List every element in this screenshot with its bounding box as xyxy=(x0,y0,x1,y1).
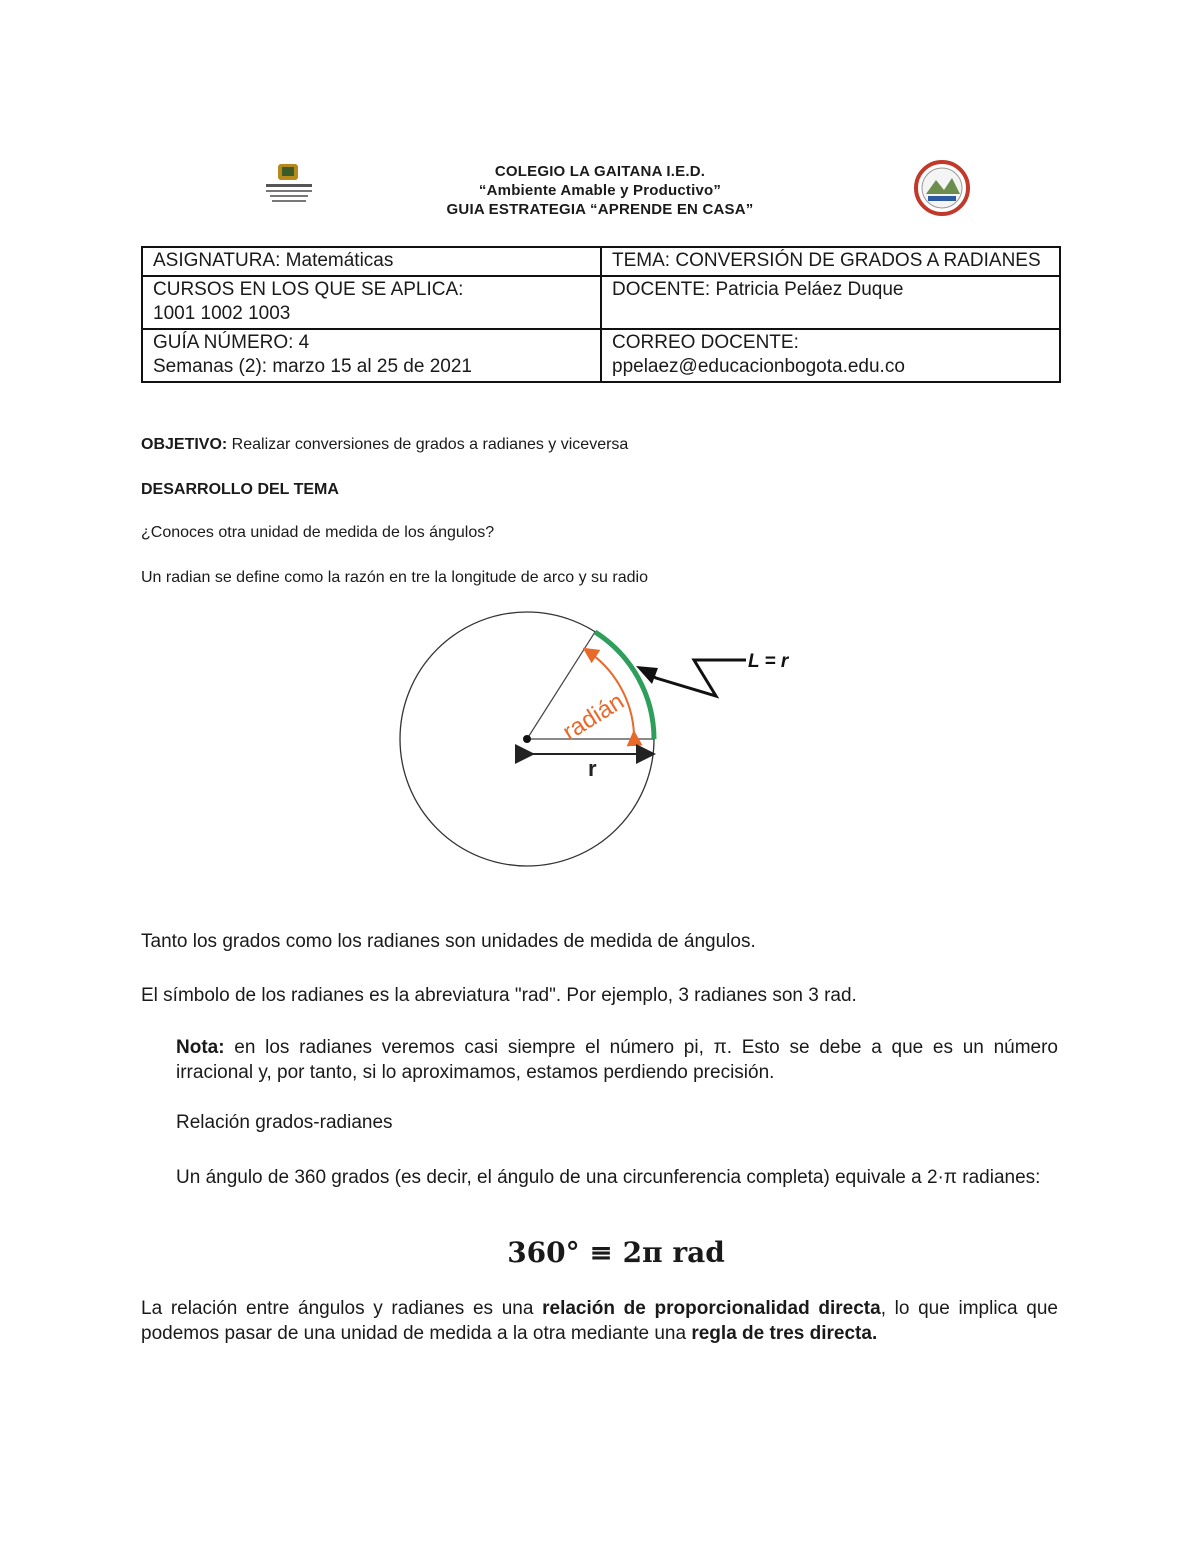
paragraph-units: Tanto los grados como los radianes son unidades de medida de ángulos. xyxy=(141,931,756,952)
correo-cell xyxy=(601,329,1060,382)
cursos-cell xyxy=(142,276,601,329)
tema-label: TEMA: xyxy=(612,250,671,271)
guia-cell xyxy=(142,329,601,382)
asignatura-label: ASIGNATURA: xyxy=(153,250,281,271)
guia-label: GUÍA NÚMERO: xyxy=(153,332,294,353)
p6-text-a: La relación entre ángulos y radianes es una xyxy=(141,1298,543,1319)
objetivo-line xyxy=(141,436,628,454)
docente-label: DOCENTE: xyxy=(612,279,711,300)
course-info-table xyxy=(141,246,1061,383)
paragraph-symbol: El símbolo de los radianes es la abreviatura "rad". Por ejemplo, 3 radianes son 3 rad. xyxy=(141,985,857,1006)
paragraph-360: Un ángulo de 360 grados (es decir, el ángulo de una circunferencia completa) equivale a 2·π radianes: xyxy=(176,1167,1041,1188)
center-dot xyxy=(523,735,531,743)
note-text: en los radianes veremos casi siempre el número pi, π. Esto se debe a que es un número irracional y, por tanto, si lo aproximamos, estamos perdiendo precisión. xyxy=(176,1037,1058,1083)
table-row xyxy=(142,276,1060,329)
docente-value: Patricia Peláez Duque xyxy=(710,279,904,300)
p6-period: . xyxy=(871,1323,878,1344)
formula-360-2pi: 360° ≡ 2π rad xyxy=(507,1236,725,1269)
p6-bold-proportionality: relación de proporcionalidad directa xyxy=(542,1298,881,1319)
semanas-text: Semanas (2): marzo 15 al 25 de 2021 xyxy=(153,356,472,377)
tema-value: CONVERSIÓN DE GRADOS A RADIANES xyxy=(670,250,1041,271)
cursos-label: CURSOS EN LOS QUE SE APLICA: xyxy=(153,279,464,300)
relation-title: Relación grados-radianes xyxy=(176,1112,393,1133)
correo-value: ppelaez@educacionbogota.edu.co xyxy=(612,356,905,377)
asignatura-value: Matemáticas xyxy=(280,250,394,271)
objetivo-text: Realizar conversiones de grados a radianes y viceversa xyxy=(227,436,629,453)
table-row xyxy=(142,247,1060,276)
school-seal-icon xyxy=(914,158,970,218)
radian-diagram xyxy=(396,608,806,870)
radian-label: radián xyxy=(558,687,629,746)
document-header xyxy=(0,158,1200,228)
r-label: r xyxy=(588,756,597,781)
table-row xyxy=(142,329,1060,382)
paragraph-proportionality xyxy=(141,1296,1058,1346)
cursos-value: 1001 1002 1003 xyxy=(153,303,291,324)
school-motto: “Ambiente Amable y Productivo” xyxy=(478,182,722,199)
p6-bold-rule-of-three: regla de tres directa xyxy=(691,1323,872,1344)
docente-cell xyxy=(601,276,1060,329)
desarrollo-heading: DESARROLLO DEL TEMA xyxy=(141,481,339,498)
note-label: Nota: xyxy=(176,1037,225,1058)
radian-definition: Un radian se define como la razón en tre la longitude de arco y su radio xyxy=(141,569,648,586)
guide-strategy: GUIA ESTRATEGIA “APRENDE EN CASA” xyxy=(446,201,754,218)
correo-label: CORREO DOCENTE: xyxy=(612,332,799,353)
guia-value: 4 xyxy=(293,332,310,353)
p6-text-c: , lo que implica que podemos pasar de una unidad de medida a la otra mediante una xyxy=(141,1298,1058,1344)
paragraph-note xyxy=(176,1035,1058,1085)
header-titles xyxy=(0,162,1200,219)
school-name: COLEGIO LA GAITANA I.E.D. xyxy=(494,163,706,180)
zigzag-pointer xyxy=(644,660,746,696)
objetivo-label: OBJETIVO: xyxy=(141,436,228,453)
asignatura-cell xyxy=(142,247,601,276)
L-equals-r-label: L = r xyxy=(748,651,789,672)
question-line: ¿Conoces otra unidad de medida de los ángulos? xyxy=(141,524,495,541)
tema-cell xyxy=(601,247,1060,276)
